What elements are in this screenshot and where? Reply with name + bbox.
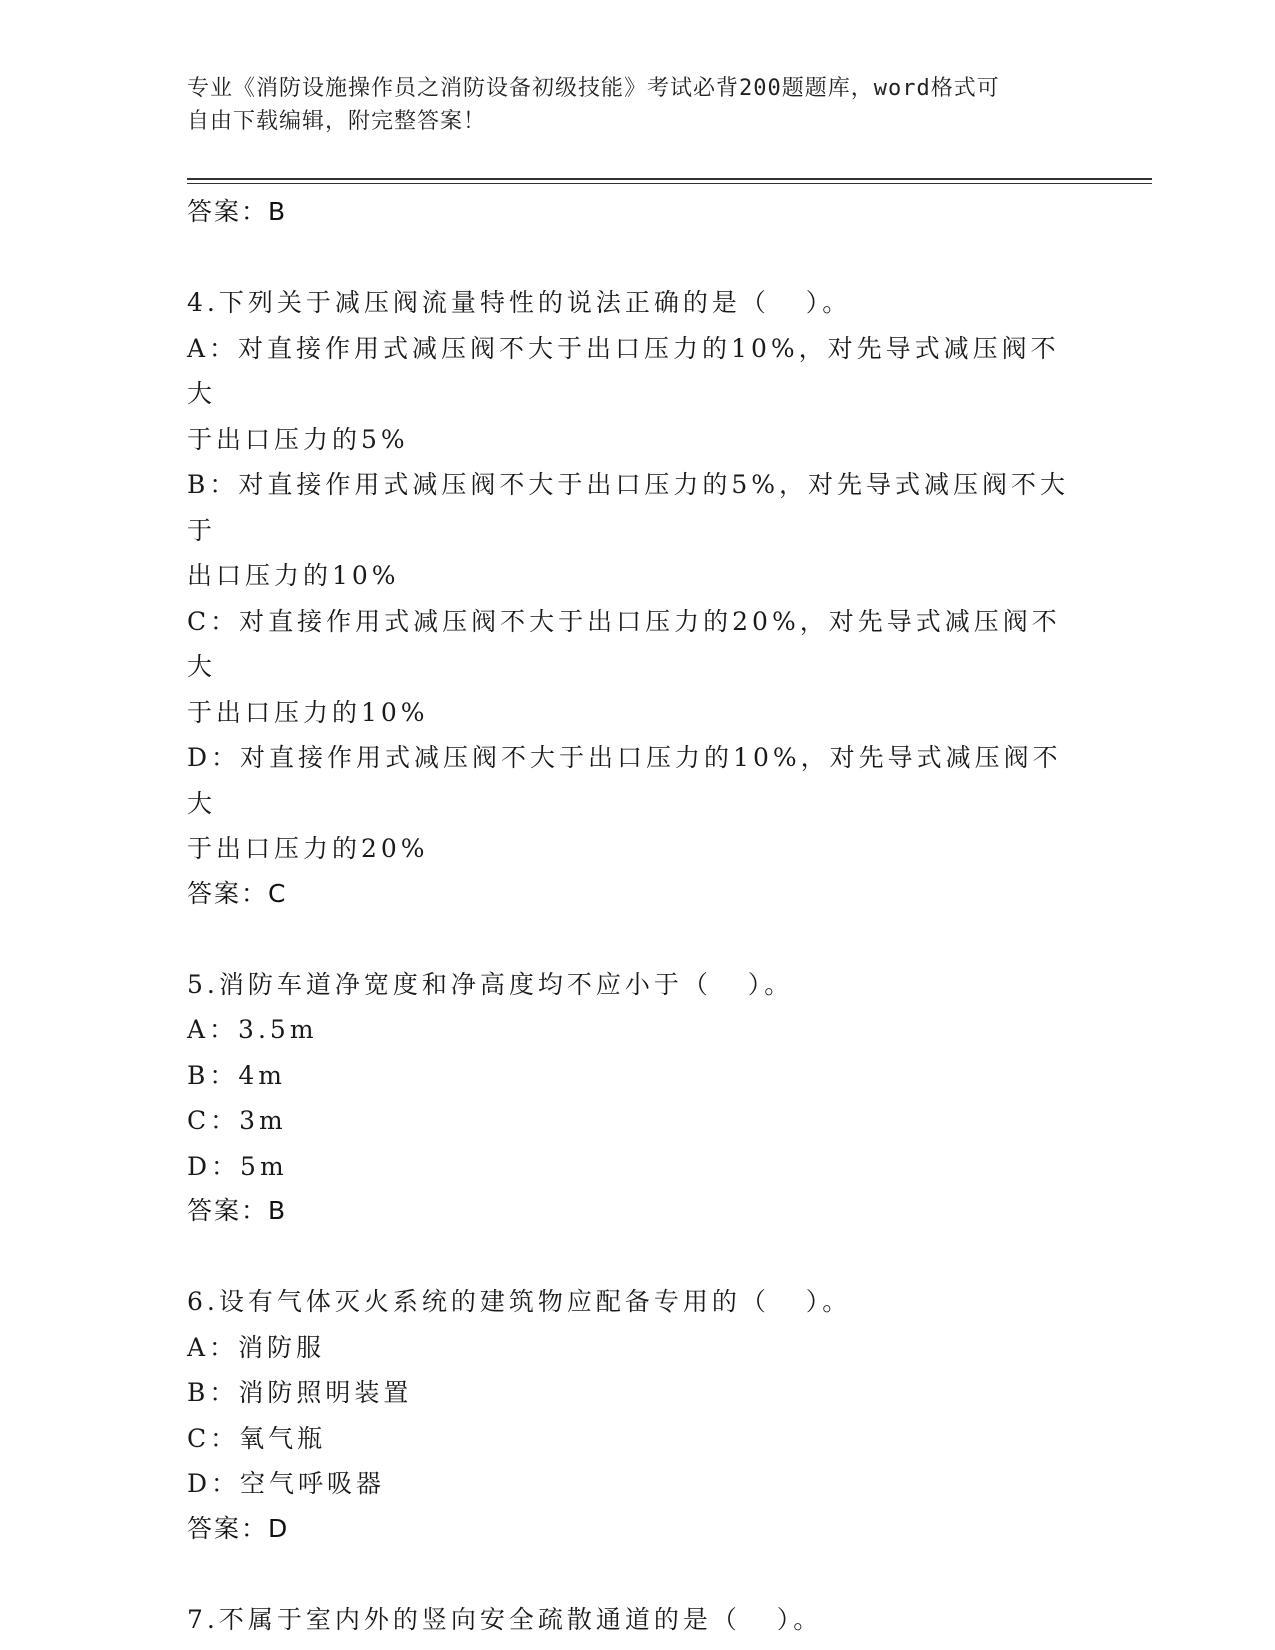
answer-line: 答案：B xyxy=(187,1196,288,1225)
document-header xyxy=(187,72,1067,138)
question-list xyxy=(187,190,1087,1642)
question-7 xyxy=(187,1597,1087,1643)
question-5 xyxy=(187,962,1087,1234)
header-line-1: 专业《消防设施操作员之消防设备初级技能》考试必背200题题库，word格式可 xyxy=(187,76,1000,101)
option-b: B：对直接作用式减压阀不大于出口压力的5%，对先导式减压阀不大于 出口压力的10% xyxy=(187,470,1070,590)
header-divider-thin xyxy=(187,183,1152,184)
option-c: C：对直接作用式减压阀不大于出口压力的20%，对先导式减压阀不大 于出口压力的10% xyxy=(187,606,1061,727)
answer-line: 答案：D xyxy=(187,1513,290,1543)
question-stem: 4.下列关于减压阀流量特性的说法正确的是（ ）。 xyxy=(187,288,852,317)
option-a: A：对直接作用式减压阀不大于出口压力的10%，对先导式减压阀不大 于出口压力的5% xyxy=(187,333,1060,454)
question-6 xyxy=(187,1279,1087,1551)
option-d: D：5m xyxy=(187,1151,288,1181)
option-c: C：3m xyxy=(187,1106,287,1135)
option-c: C：氧气瓶 xyxy=(187,1423,327,1453)
answer-line: 答案：C xyxy=(187,878,288,908)
option-a: A：3.5m xyxy=(187,1015,318,1044)
question-stem: 6.设有气体灭火系统的建筑物应配备专用的（ ）。 xyxy=(187,1287,852,1316)
option-a: A：消防服 xyxy=(187,1332,326,1362)
option-b: B：消防照明装置 xyxy=(187,1378,413,1407)
question-4 xyxy=(187,280,1087,916)
answer-line: 答案：B xyxy=(187,197,288,226)
header-line-2: 自由下载编辑，附完整答案！ xyxy=(187,109,487,134)
question-stem: 5.消防车道净宽度和净高度均不应小于（ ）。 xyxy=(187,969,794,999)
question-stem: 7.不属于室内外的竖向安全疏散通道的是（ ）。 xyxy=(187,1604,823,1634)
option-d: D：对直接作用式减压阀不大于出口压力的10%，对先导式减压阀不大 于出口压力的20% xyxy=(187,743,1062,863)
option-d: D：空气呼吸器 xyxy=(187,1469,386,1498)
option-b: B：4m xyxy=(187,1060,286,1090)
header-divider-thick xyxy=(187,178,1152,180)
